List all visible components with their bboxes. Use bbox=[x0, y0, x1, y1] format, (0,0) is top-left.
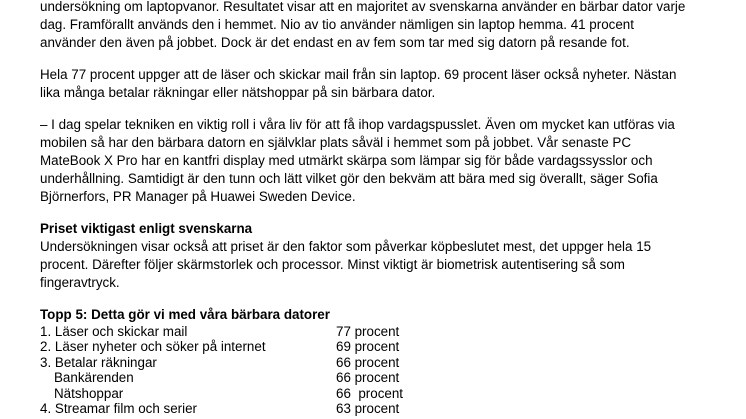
list-item-value: 66 procent bbox=[336, 385, 403, 401]
list-item bbox=[40, 355, 690, 370]
list-item-value: 77 procent bbox=[336, 324, 400, 339]
list-item-label: 3. Betalar räkningar bbox=[40, 354, 157, 370]
quote-paragraph: – I dag spelar tekniken en viktig roll i våra liv för att få ihop vardagspusslet. Även om mycket kan utföras via mobilen så har den bärbara datorn en självklar plats såväl i hemmet som på jobbet. Vår senaste PC MateBook X Pro har en kantfri display med utmärkt skärpa som lämpar sig för både vardagssysslor och underhållning. Samtidigt är den tunn och lätt vilket gör den bekväm att bära med sig överallt, säger Sofia Björnerfors, PR Manager på Huawei Sweden Device. bbox=[40, 117, 675, 204]
price-section-heading: Priset viktigast enligt svenskarna bbox=[40, 221, 253, 236]
list-item bbox=[40, 339, 690, 354]
list-item-label: Bankärenden bbox=[54, 370, 134, 386]
list-item-label: 1. Läser och skickar mail bbox=[40, 324, 188, 339]
list-item-label: 2. Läser nyheter och söker på internet bbox=[40, 339, 266, 355]
list-item-value: 66 procent bbox=[336, 354, 400, 370]
usage-paragraph: Hela 77 procent uppger att de läser och skickar mail från sin laptop. 69 procent läser också nyheter. Nästan lika många betalar räkningar eller nätshoppar på sin bärbara dator. bbox=[40, 67, 677, 100]
list-item-value: 66 procent bbox=[336, 370, 400, 386]
top5-list bbox=[40, 324, 690, 416]
list-item-value: 63 procent bbox=[336, 401, 400, 417]
list-item-label: Nätshoppar bbox=[54, 385, 124, 401]
intro-paragraph: undersökning om laptopvanor. Resultatet visar att en majoritet av svenskarna använder en bärbar dator varje dag. Framförallt används den i hemmet. Nio av tio använder nämligen sin laptop hemma. 41 procent använder den även på jobbet. Dock är det endast en av fem som tar med sig datorn på resande fot. bbox=[40, 0, 686, 50]
list-item bbox=[40, 386, 690, 401]
list-item bbox=[40, 401, 690, 416]
list-item bbox=[40, 370, 690, 385]
list-item-label: 4. Streamar film och serier bbox=[40, 401, 198, 417]
document-content bbox=[40, 0, 690, 416]
list-item bbox=[40, 324, 690, 339]
top5-heading: Topp 5: Detta gör vi med våra bärbara datorer bbox=[40, 307, 330, 322]
price-paragraph: Undersökningen visar också att priset är den faktor som påverkar köpbeslutet mest, det uppger hela 15 procent. Därefter följer skärmstorlek och processor. Minst viktigt är biometrisk autentisering så som fingeravtryck. bbox=[40, 239, 652, 290]
list-item-value: 69 procent bbox=[336, 339, 400, 355]
